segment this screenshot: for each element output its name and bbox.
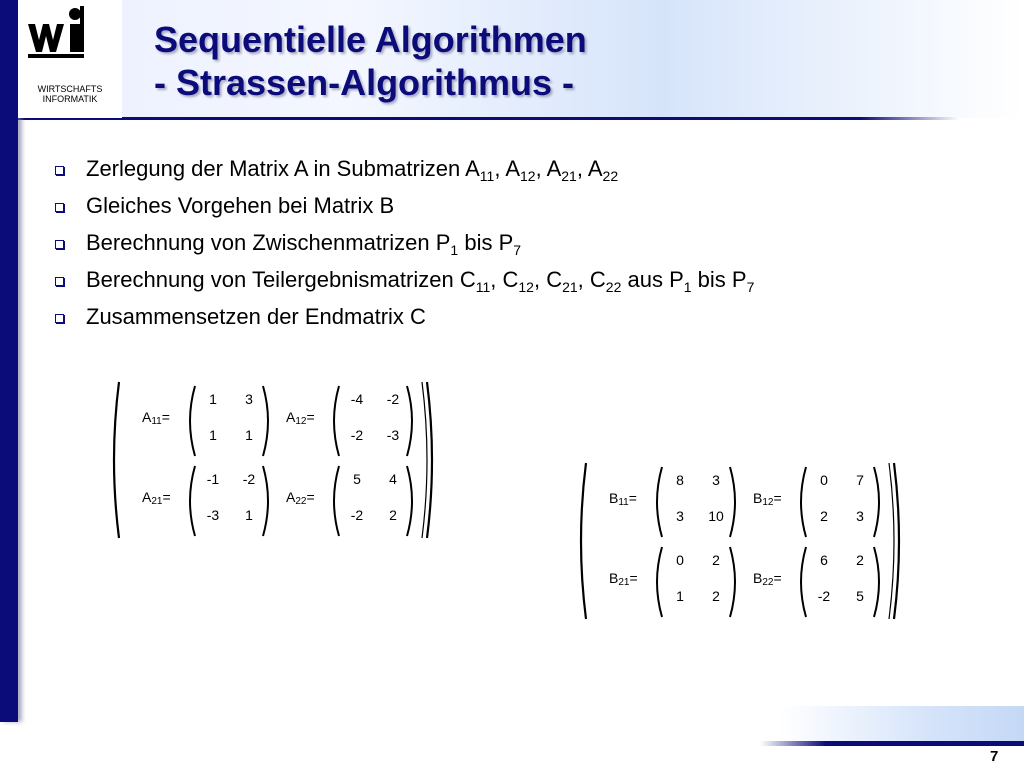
bullet-text: , C <box>533 267 563 292</box>
bullet-text: Gleiches Vorgehen bei Matrix B <box>86 193 395 218</box>
bullet-subscript: 21 <box>561 168 577 184</box>
matrix-cell: -2 <box>350 507 364 523</box>
bullet-text: Zusammensetzen der Endmatrix C <box>86 304 426 329</box>
matrix-b-outer-right-paren <box>894 463 899 619</box>
matrix-label: B22= <box>753 570 782 588</box>
bullet-text: Zerlegung der Matrix A in Submatrizen A <box>86 156 480 181</box>
bullet-subscript: 22 <box>605 279 622 295</box>
matrix-cell: 0 <box>820 472 828 488</box>
footer-divider <box>760 741 1024 746</box>
matrix-a-outer-left-paren <box>114 382 119 538</box>
bullet-text: Berechnung von Teilergebnismatrizen C <box>86 267 476 292</box>
submatrix-left-paren <box>190 386 195 456</box>
submatrix-left-paren <box>190 466 195 536</box>
slide-title-line1: Sequentielle Algorithmen <box>154 19 587 60</box>
submatrix-right-paren <box>874 547 879 617</box>
footer-band <box>780 706 1024 746</box>
matrix-cell: 6 <box>820 552 828 568</box>
matrix-cell: 4 <box>389 471 397 487</box>
matrix-cell: -3 <box>386 427 400 443</box>
matrix-cell: 5 <box>856 588 864 604</box>
bullet-subscript: 12 <box>518 279 534 295</box>
matrix-cell: -2 <box>350 427 364 443</box>
matrix-cell: 10 <box>708 508 724 524</box>
matrix-cell: 2 <box>712 588 720 604</box>
matrix-cell: 3 <box>245 391 253 407</box>
submatrix-right-paren <box>263 386 268 456</box>
submatrix-right-paren <box>407 466 412 536</box>
matrix-cell: 1 <box>209 391 217 407</box>
bullet-text: , C <box>577 267 606 292</box>
bullet-subscript: 12 <box>520 168 536 184</box>
matrix-cell: 3 <box>712 472 720 488</box>
matrix-label: B11= <box>609 490 637 508</box>
matrix-cell: -2 <box>817 588 831 604</box>
matrix-cell: -2 <box>242 471 256 487</box>
submatrix-right-paren <box>730 547 735 617</box>
matrix-label: A11= <box>142 409 170 427</box>
page-number: 7 <box>990 748 999 765</box>
bullet-text: , C <box>490 267 519 292</box>
bullet-subscript: 7 <box>513 242 522 258</box>
matrix-a-outer-right-paren-inner <box>422 382 427 538</box>
matrix-cell: 2 <box>856 552 864 568</box>
bullet-text: , A <box>576 156 603 181</box>
matrix-a-outer-right-paren <box>427 382 432 538</box>
matrix-cell: 1 <box>245 507 253 523</box>
matrix-b-outer-left-paren <box>581 463 586 619</box>
bullet-subscript: 7 <box>746 279 755 295</box>
matrix-cell: 5 <box>353 471 361 487</box>
matrix-cell: -1 <box>206 471 220 487</box>
matrix-cell: -3 <box>206 507 220 523</box>
logo-caption-line1: WIRTSCHAFTS <box>37 84 103 94</box>
matrix-label: A22= <box>286 489 315 507</box>
bullet-subscript: 22 <box>602 168 619 184</box>
matrix-label: A12= <box>286 409 315 427</box>
bullet-text: bis P <box>691 267 747 292</box>
matrix-cell: 0 <box>676 552 684 568</box>
matrix-cell: 1 <box>245 427 253 443</box>
bullet-text: , A <box>494 156 520 181</box>
bullet-subscript: 11 <box>479 168 495 184</box>
matrix-cell: 3 <box>856 508 864 524</box>
bullet-text: , A <box>535 156 562 181</box>
matrix-cell: 1 <box>209 427 217 443</box>
bullet-text: Berechnung von Zwischenmatrizen P <box>86 230 451 255</box>
matrix-label: B21= <box>609 570 638 588</box>
matrix-cell: 2 <box>820 508 828 524</box>
matrix-label: B12= <box>753 490 782 508</box>
matrix-cell: 2 <box>712 552 720 568</box>
bullet-subscript: 11 <box>475 279 491 295</box>
matrix-cell: 2 <box>389 507 397 523</box>
submatrix-left-paren <box>657 547 662 617</box>
bullet-subscript: 1 <box>450 242 459 258</box>
matrix-cell: 8 <box>676 472 684 488</box>
matrix-cell: 3 <box>676 508 684 524</box>
submatrix-right-paren <box>263 466 268 536</box>
logo-caption-line2: INFORMATIK <box>42 94 98 104</box>
matrix-label: A21= <box>142 489 171 507</box>
submatrix-left-paren <box>801 467 806 537</box>
bullet-subscript: 1 <box>683 279 692 295</box>
bullet-text: bis P <box>458 230 514 255</box>
submatrix-right-paren <box>407 386 412 456</box>
submatrix-right-paren <box>874 467 879 537</box>
matrix-cell: 7 <box>856 472 864 488</box>
submatrix-right-paren <box>730 467 735 537</box>
submatrix-left-paren <box>801 547 806 617</box>
slide-title-line2: - Strassen-Algorithmus - <box>154 62 575 103</box>
matrix-cell: 1 <box>676 588 684 604</box>
bullet-text: aus P <box>621 267 684 292</box>
matrix-b-outer-right-paren-inner <box>889 463 894 619</box>
bullet-subscript: 21 <box>562 279 578 295</box>
submatrix-left-paren <box>334 386 339 456</box>
matrix-cell: -4 <box>350 391 364 407</box>
submatrix-left-paren <box>657 467 662 537</box>
matrix-cell: -2 <box>386 391 400 407</box>
submatrix-left-paren <box>334 466 339 536</box>
